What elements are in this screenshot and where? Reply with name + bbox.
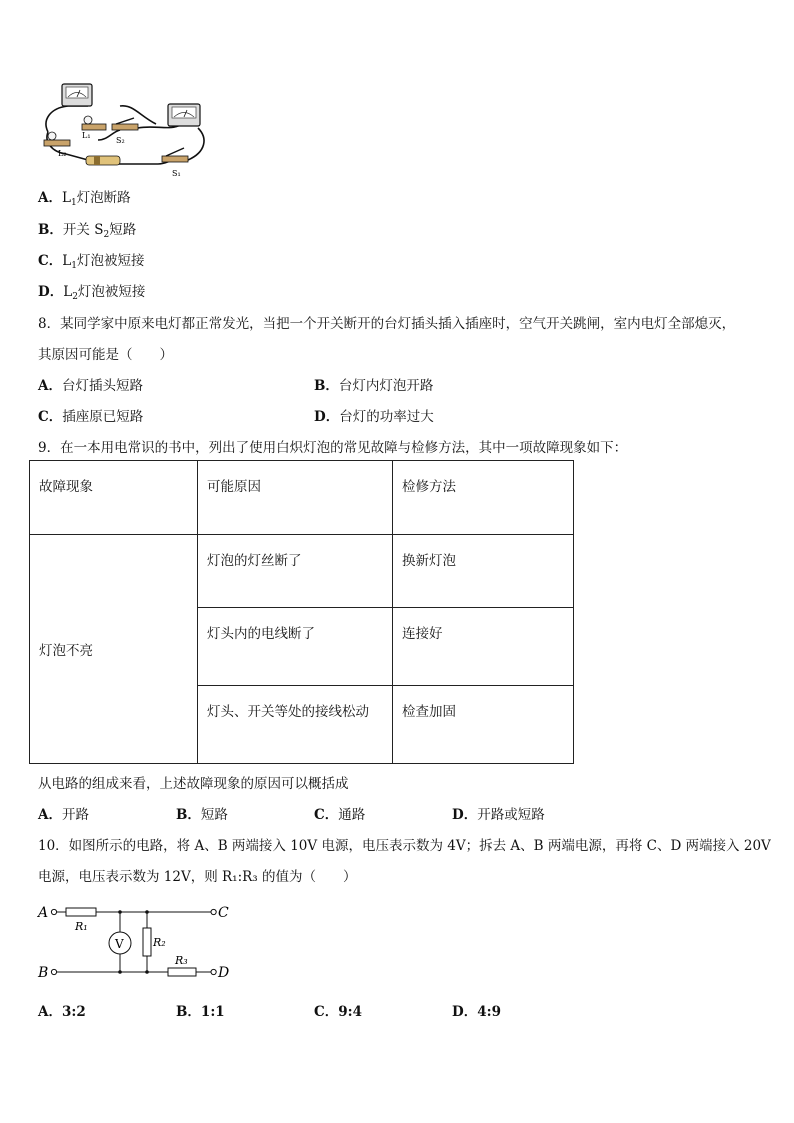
q10-stem-line2: 电源，电压表示数为 12V，则 R₁:R₃ 的值为（ ）	[38, 869, 357, 885]
q9-option-b: B．短路	[176, 807, 228, 823]
label-l1: L₁	[82, 131, 91, 140]
switch-s1-icon	[162, 148, 188, 162]
terminal-c: C	[218, 905, 229, 921]
q7-option-a: A．$L_1$灯泡断路	[38, 190, 131, 208]
q8-stem-line2: 其原因可能是（ ）	[38, 347, 173, 363]
table-fix-1: 换新灯泡	[393, 535, 574, 608]
label-s2: S₂	[116, 136, 125, 145]
q10-option-b: B．1:1	[176, 1004, 225, 1020]
table-header-fix: 检修方法	[393, 461, 574, 535]
q10-option-c: C．9:4	[314, 1004, 363, 1020]
label-r3: R₃	[175, 954, 188, 967]
q7-option-c: C．$L_1$灯泡被短接	[38, 253, 145, 271]
voltmeter-right-icon	[168, 104, 200, 126]
q8-stem-line1: 8．某同学家中原来电灯都正常发光，当把一个开关断开的台灯插头插入插座时，空气开关跳闸，室内电灯全部熄灭，	[38, 316, 736, 332]
table-cause-1: 灯泡的灯丝断了	[198, 535, 393, 608]
q9-option-a: A．开路	[38, 807, 89, 823]
label-s1: S₁	[172, 169, 181, 178]
terminal-d: D	[218, 965, 230, 981]
label-r2: R₂	[153, 936, 166, 949]
bulb-l1-icon	[82, 116, 106, 130]
q8-option-d: D．台灯的功率过大	[314, 409, 434, 425]
q10-option-a: A．3:2	[38, 1004, 86, 1020]
q9-conclusion: 从电路的组成来看，上述故障现象的原因可以概括成	[38, 776, 349, 792]
resistor-r1	[66, 908, 96, 916]
terminal-a: A	[38, 905, 49, 921]
q7-circuit-figure	[38, 80, 213, 180]
q9-stem: 9．在一本用电常识的书中，列出了使用白炽灯泡的常见故障与检修方法，其中一项故障现象如下：	[38, 440, 628, 456]
resistor-r3	[168, 968, 196, 976]
label-r1: R₁	[75, 920, 88, 933]
label-l2: L₂	[58, 149, 67, 158]
q10-stem-line1: 10．如图所示的电路，将 A、B 两端接入 10V 电源，电压表示数为 4V；拆去 A、B 两端电源，再将 C、D 两端接入 20V	[38, 838, 771, 854]
q9-option-c: C．通路	[314, 807, 366, 823]
q8-option-a: A．台灯插头短路	[38, 378, 143, 394]
q7-option-b: B．开关 $S_2$短路	[38, 222, 137, 240]
label-v: V	[115, 937, 124, 951]
resistor-r2	[143, 928, 151, 956]
table-fix-2: 连接好	[393, 608, 574, 686]
fault-table	[29, 460, 574, 764]
table-header-symptom: 故障现象	[30, 461, 198, 535]
table-symptom-cell: 灯泡不亮	[30, 535, 198, 764]
q10-option-d: D．4:9	[452, 1004, 501, 1020]
terminal-b: B	[38, 965, 49, 981]
table-cause-3: 灯头、开关等处的接线松动	[198, 686, 393, 764]
voltmeter-left-icon	[62, 84, 92, 106]
table-fix-3: 检查加固	[393, 686, 574, 764]
table-header-cause: 可能原因	[198, 461, 393, 535]
q7-option-d: D．$L_2$灯泡被短接	[38, 284, 146, 302]
q8-option-b: B．台灯内灯泡开路	[314, 378, 434, 394]
q8-option-c: C．插座原已短路	[38, 409, 144, 425]
q9-option-d: D．开路或短路	[452, 807, 545, 823]
table-cause-2: 灯头内的电线断了	[198, 608, 393, 686]
switch-s2-icon	[112, 118, 138, 130]
battery-icon	[86, 156, 120, 165]
q10-circuit-diagram	[36, 898, 236, 986]
